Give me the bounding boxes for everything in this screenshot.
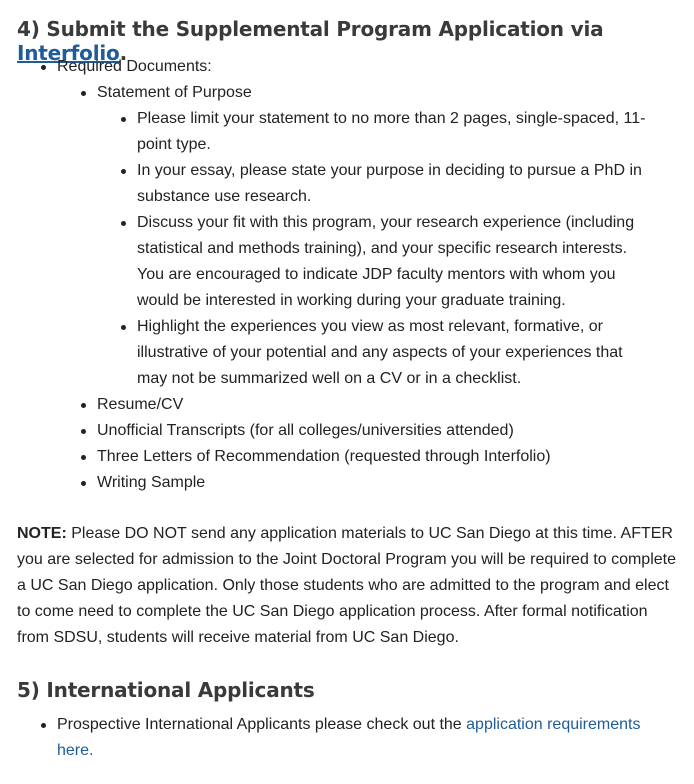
interfolio-link[interactable]: Interfolio (17, 41, 120, 65)
international-applicants-list (57, 712, 657, 764)
list-item: Unofficial Transcripts (for all colleges/universities attended) (97, 418, 685, 444)
application-requirements-link[interactable]: application requirements here. (57, 716, 641, 759)
documents-sublist (97, 80, 685, 496)
list-item-required-documents (57, 54, 685, 496)
list-item-international (57, 712, 657, 764)
list-item: Please limit your statement to no more than 2 pages, single-spaced, 11-point type. (137, 106, 647, 158)
list-item: Discuss your fit with this program, your research experience (including statistical and methods training), and your specific research interests. You are encouraged to indicate JDP faculty mentors with whom you would be interested in working during your graduate training. (137, 210, 647, 314)
list-item: Writing Sample (97, 470, 685, 496)
list-item-statement-of-purpose (97, 80, 685, 392)
statement-of-purpose-label: Statement of Purpose (97, 84, 252, 101)
list-item: Three Letters of Recommendation (requested through Interfolio) (97, 444, 685, 470)
required-documents-list (57, 54, 685, 496)
list-item: Resume/CV (97, 392, 685, 418)
international-item-text: Prospective International Applicants please check out the (57, 716, 467, 733)
statement-guidelines-list (137, 106, 647, 392)
note-paragraph (17, 521, 679, 651)
list-item: Highlight the experiences you view as most relevant, formative, or illustrative of your potential and any aspects of your experiences that may not be summarized well on a CV or in a checklist. (137, 314, 647, 392)
list-item: In your essay, please state your purpose in deciding to pursue a PhD in substance use research. (137, 158, 647, 210)
section-4-heading-period: . (119, 41, 127, 65)
section-4-heading-text: 4) Submit the Supplemental Program Application via (17, 17, 604, 41)
section-5-heading: 5) International Applicants (17, 678, 315, 702)
note-label: NOTE: (17, 525, 67, 542)
required-documents-label: Required Documents: (57, 58, 212, 75)
note-text: Please DO NOT send any application materials to UC San Diego at this time. AFTER you are selected for admission to the Joint Doctoral Program you will be required to complete a UC San Diego application. Only those students who are admitted to the program and elect to come need to complete the UC San Diego application process. After formal notification from SDSU, students will receive material from UC San Diego. (17, 525, 676, 646)
